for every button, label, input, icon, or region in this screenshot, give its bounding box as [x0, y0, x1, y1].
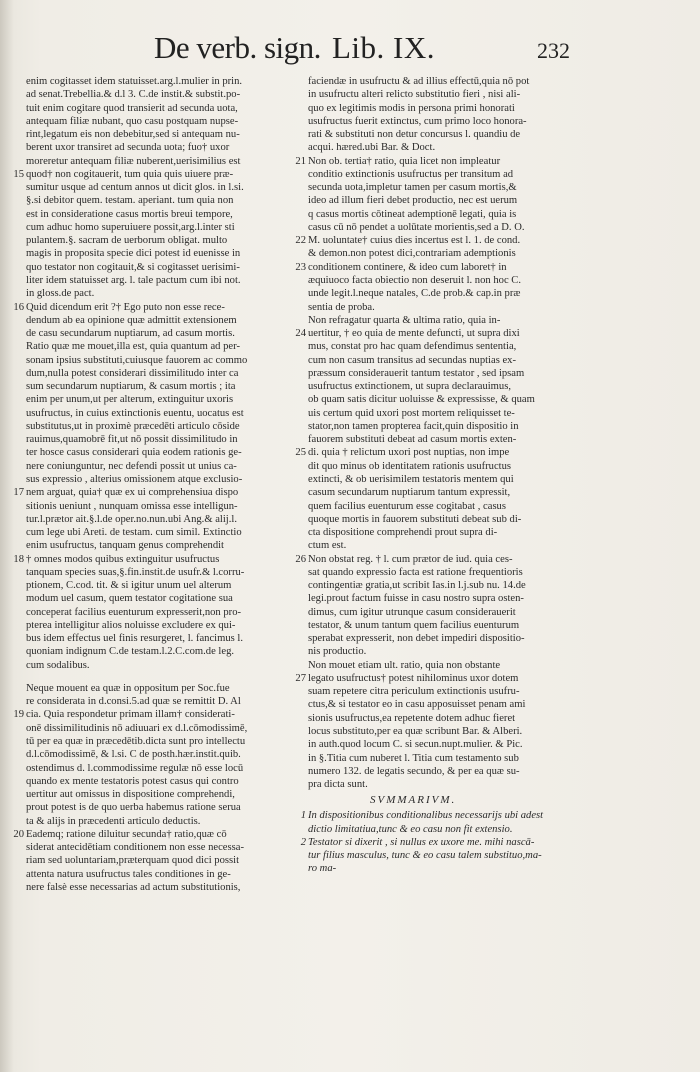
text-line [308, 380, 588, 393]
text-line [26, 407, 302, 420]
text-line [26, 141, 302, 154]
line-text: attenta natura usufructus tales conditiones in ge- [26, 868, 231, 880]
line-text: pra dicta sunt. [308, 779, 368, 791]
line-text: æquiuoco facta obiectio non deseruit l. non hoc C. [308, 274, 522, 286]
line-text: quo ex legitimis modis in persona primi honorati [308, 102, 515, 114]
line-text: nere coniunguntur, nec defendi possit ut unius ca- [26, 460, 237, 472]
text-line [26, 155, 302, 168]
line-text: tuit enim cogitare quod transierit ad secunda uota, [26, 102, 238, 114]
line-text: cum adhuc homo superuiuere possit,arg.l.inter sti [26, 221, 235, 233]
text-line [26, 695, 302, 708]
text-line [308, 738, 588, 751]
line-text: enim usufructus, tanquam genus comprehendit [26, 540, 224, 552]
text-line [295, 261, 588, 274]
line-text: & demon.non potest dici,contrariam ademptionis [308, 248, 516, 260]
line-text: M. uoluntate† cuius dies incertus est l. 1. de cond. [308, 235, 521, 247]
text-line [308, 473, 588, 486]
text-line [26, 327, 302, 340]
line-text: dictio limitatiua,tunc & eo casu non fit extensio. [308, 823, 513, 835]
line-text: numero 132. de legatis secundo, & per ea quæ su- [308, 765, 520, 777]
text-line [295, 553, 588, 566]
text-line [26, 735, 302, 748]
text-line [308, 340, 588, 353]
line-text: moreretur antequam filiæ nuberent,uerisimilius est [26, 155, 241, 167]
line-text: d.l.cōmodissimē, & l.si. C de posth.hær.instit.quib. [26, 749, 241, 761]
line-text: ob quam satis dicitur uoluisse & expressisse, & quam [308, 394, 535, 406]
text-line [308, 460, 588, 473]
line-text: mus, constat pro hac quam defendimus sententia, [308, 341, 517, 353]
right-text-column [295, 75, 588, 876]
line-text: in usufructu alteri relicto substitutio fieri , nisi ali- [308, 89, 521, 101]
line-text: ta & alijs in præcedenti articulo deductis. [26, 815, 201, 827]
text-line [26, 659, 302, 672]
text-line [26, 526, 302, 539]
text-line [308, 778, 588, 791]
line-text: pulantem.§. sacram de uerborum obligat. multo [26, 235, 228, 247]
line-text: casus cū nō pendet a uolūtate morientis,sed a D. O. [308, 221, 525, 233]
line-text: usufructus, in cuius extinctionis euentu, uocatus est [26, 407, 244, 419]
paragraph-gap [26, 672, 302, 682]
text-line [26, 500, 302, 513]
line-text: Non ob. tertia† ratio, quia licet non impleatur [308, 155, 501, 167]
line-text: conceperat facilius euenturum expresserit,non pro- [26, 606, 242, 618]
text-line [26, 841, 302, 854]
line-text: nis productio. [308, 646, 367, 658]
text-line [13, 486, 302, 499]
text-line [26, 775, 302, 788]
text-line [308, 526, 588, 539]
text-line [308, 181, 588, 194]
text-line [26, 868, 302, 881]
line-text: tur.l.prætor ait.§.l.de oper.no.nun.ubi Ang.& alij.l. [26, 513, 237, 525]
text-line [308, 314, 588, 327]
text-line [26, 420, 302, 433]
line-text: usufructus extinctionem, ut supra declarauimus, [308, 381, 511, 393]
margin-number: 27 [295, 672, 306, 684]
line-text: ideo ad illum fieri debet productio, nec est uerum [308, 195, 518, 207]
text-line [308, 208, 588, 221]
line-text: rauimus,quamobrē fit,ut nō possit dissimilitudo in [26, 434, 238, 446]
line-text: faciendæ in usufructu & ad illius effectū,quia nō pot [308, 76, 530, 87]
text-line [26, 579, 302, 592]
margin-number: 23 [295, 261, 306, 273]
text-line [26, 261, 302, 274]
line-text: unde legit.l.neque natales, C.de prob.& cap.in præ [308, 288, 521, 300]
line-text: cia. Quia respondetur primam illam† considerati- [26, 709, 235, 721]
margin-number: 25 [295, 447, 306, 459]
text-line [26, 801, 302, 814]
text-line [26, 393, 302, 406]
text-line [308, 168, 588, 181]
margin-number: 15 [13, 168, 24, 180]
line-text: Ratio quæ me mouet,illa est, quia quantum ad per- [26, 341, 240, 353]
line-text: riam sed uoluntariam,præterquam quod dici possit [26, 855, 240, 867]
text-line [308, 752, 588, 765]
line-text: de casu secundarum nuptiarum, ad casum mortis. [26, 328, 235, 340]
text-line [26, 102, 302, 115]
text-line [308, 566, 588, 579]
line-text: dum,nulla potest considerari dissimilitudo inter ca [26, 367, 239, 379]
text-line [26, 380, 302, 393]
text-line [308, 592, 588, 605]
line-text: legato usufructus† potest nihilominus uxor dotem [308, 672, 519, 684]
text-line [13, 168, 302, 181]
text-line [26, 788, 302, 801]
text-line [26, 748, 302, 761]
margin-number: 21 [295, 155, 306, 167]
line-text: dimus, cum igitur utrunque casum considerauerit [308, 606, 516, 618]
line-text: Neque mouent ea quæ in oppositum per Soc.fue [26, 682, 230, 694]
text-line [26, 881, 302, 894]
line-text: cum sodalibus. [26, 659, 90, 671]
text-line [308, 725, 588, 738]
line-text: est in consideratione casus mortis breui tempore, [26, 208, 233, 220]
text-line [295, 672, 588, 685]
line-text: enim cogitasset idem statuisset.arg.l.mulier in prin. [26, 76, 243, 87]
text-line [26, 815, 302, 828]
line-text: in gloss.de pact. [26, 288, 95, 300]
text-line [26, 854, 302, 867]
text-line [26, 762, 302, 775]
text-line [26, 115, 302, 128]
text-line [308, 115, 588, 128]
summary-items [300, 809, 588, 875]
margin-number: 17 [13, 487, 24, 499]
text-line [26, 433, 302, 446]
text-line [308, 128, 588, 141]
text-line [308, 539, 588, 552]
line-text: rati & substituti non detur concursus l. quandiu de [308, 129, 521, 141]
text-line [308, 765, 588, 778]
line-text: siderat antecidētiam conditionem non esse necessa- [26, 842, 244, 854]
line-text: Non refragatur quarta & ultima ratio, quia in- [308, 314, 501, 326]
line-text: quando ex mente testatoris potest casus qui contro [26, 775, 239, 787]
margin-number: 19 [13, 709, 24, 721]
line-text: uertitur, † eo quia de mente defuncti, ut supra dixi [308, 328, 520, 340]
line-text: quod† non cogitauerit, tum quia quis uiuere præ- [26, 168, 234, 180]
line-text: sitionis ueniunt , nunquam omissa esse intelligun- [26, 500, 238, 512]
text-line [308, 420, 588, 433]
text-line [308, 247, 588, 260]
line-text: sat quando expressio facta est ratione frequentioris [308, 566, 523, 578]
line-text: in auth.quod locum C. si secun.nupt.mulier. & Pic. [308, 739, 523, 751]
text-line [295, 155, 588, 168]
text-line [26, 75, 302, 88]
text-line [26, 446, 302, 459]
line-text: sionis usufructus,ea repetente dotem adhuc fieret [308, 712, 516, 724]
line-text: nem arguat, quia† quæ ex ui comprehensiua dispo [26, 487, 239, 499]
text-line [295, 446, 588, 459]
line-text: sumitur usque ad centum annos ut dicit glos. in l.si. [26, 182, 244, 194]
line-text: tanquam species suas,§.fin.instit.de usufr.& l.corru- [26, 566, 245, 578]
line-text: enim per unum,ut per alterum, extinguitur uxoris [26, 394, 234, 406]
text-line [26, 592, 302, 605]
line-text: quoque mortis in fauorem substituti debeat sub di- [308, 513, 522, 525]
text-line [308, 486, 588, 499]
line-text: Eademq; ratione diluitur secunda† ratio,quæ cō [26, 828, 227, 840]
line-text: antequam filiæ nubant, quo casu postquam nupse- [26, 115, 239, 127]
text-line [308, 367, 588, 380]
line-text: usufructus fuerit extinctus, cum primo loco honora- [308, 115, 527, 127]
text-line [295, 327, 588, 340]
text-line [308, 862, 588, 875]
line-text: quo testator non cogitauit,& si cogitasset uerisimi- [26, 261, 240, 273]
text-line [26, 314, 302, 327]
text-line [308, 433, 588, 446]
text-line [26, 354, 302, 367]
line-text: Testator si dixerit , si nullus ex uxore me. mihi nascā- [308, 836, 535, 848]
line-text: secunda uota,impletur tamen per casum mortis,& [308, 182, 517, 194]
line-text: quem facilius euenturum esse cogitabat , casus [308, 500, 506, 512]
line-text: prout potest is de quo uerba habemus ratione serua [26, 802, 241, 814]
text-line [308, 659, 588, 672]
line-text: in §.Titia cum nuberet l. Titia cum testamento sub [308, 752, 519, 764]
text-line [26, 473, 302, 486]
running-title-left: De verb. sign. [154, 30, 321, 65]
line-text: pterea intelligitur alios noluisse excludere ex qui- [26, 619, 236, 631]
line-text: rint,legatum eis non debebitur,sed si antequam nu- [26, 129, 240, 141]
line-text: † omnes modos quibus extinguitur usufructus [26, 553, 220, 565]
line-text: stator,non tamen propterea facit,quin dispositio in [308, 420, 519, 432]
line-text: Quid dicendum erit ?† Ego puto non esse rece- [26, 301, 225, 313]
text-line [26, 606, 302, 619]
text-line [308, 685, 588, 698]
line-text: sonam ipsius substituti,cuiusque fauorem ac commo [26, 354, 248, 366]
line-text: di. quia † relictum uxori post nuptias, non impe [308, 447, 510, 459]
text-line [26, 88, 302, 101]
line-text: q casus mortis cōtineat ademptionē legati, quia is [308, 208, 517, 220]
text-line [26, 632, 302, 645]
text-line [308, 712, 588, 725]
text-line [308, 849, 588, 862]
line-text: quoniam indignum C.de testam.l.2.C.com.de leg. [26, 646, 235, 658]
text-line [26, 247, 302, 260]
line-text: onē dissimilitudinis nō adiuuari ex d.l.cōmodissimē, [26, 722, 248, 734]
text-line [308, 619, 588, 632]
text-line [26, 128, 302, 141]
line-text: locus substituto,per ea quæ scribunt Bar. & Alberi. [308, 726, 523, 738]
margin-number: 24 [295, 328, 306, 340]
line-text: suam repetere citra periculum extinctionis usufru- [308, 686, 520, 698]
line-text: ter hosce casus considerari quia eodem rationis ge- [26, 447, 242, 459]
line-text: Non obstat reg. † l. cum prætor de iud. quia ces- [308, 553, 513, 565]
text-line [308, 75, 588, 88]
text-line [26, 619, 302, 632]
text-line [13, 828, 302, 841]
text-line [300, 836, 588, 849]
text-line [300, 809, 588, 822]
gutter-shadow [0, 0, 14, 1072]
margin-number: 2 [300, 836, 306, 848]
text-line [26, 513, 302, 526]
margin-number: 22 [295, 235, 306, 247]
text-line [26, 340, 302, 353]
text-line [308, 102, 588, 115]
text-line [308, 500, 588, 513]
line-text: præssum considerauerit tantum testator , sed ipsam [308, 367, 525, 379]
line-text: acqui. hæred.ubi Bar. & Doct. [308, 142, 436, 154]
line-text: re considerata in d.consi.5.ad quæ se remittit D. Al [26, 696, 241, 708]
line-text: sperabat expresserit, non debet impediri dispositio- [308, 633, 525, 645]
line-text: uis certum quid uxori post mortem reliquisset te- [308, 407, 515, 419]
line-text: fauorem substituti debeat ad casum mortis exten- [308, 434, 517, 446]
line-text: substitutus,ut in proximè præcedēti articulo cōside [26, 420, 240, 432]
line-text: ostendimus d. l.commodissime regulæ nō esse locū [26, 762, 244, 774]
line-text: extincti, & ob uerisimilem testatoris mentem qui [308, 473, 514, 485]
line-text: berent uxor transiret ad secunda uota; fuo† uxor [26, 142, 230, 154]
margin-number: 26 [295, 553, 306, 565]
text-line [308, 393, 588, 406]
line-text: bus idem effectus uel finis resurgeret, l. fancimus l. [26, 633, 244, 645]
left-text-column [13, 75, 302, 894]
text-line [13, 708, 302, 721]
text-line [308, 407, 588, 420]
text-line [26, 539, 302, 552]
margin-number: 18 [13, 553, 24, 565]
line-text: casum secundarum nuptiarum tantum expressit, [308, 487, 511, 499]
text-line [308, 194, 588, 207]
text-line [308, 698, 588, 711]
line-text: testator, & unum tantum quem facilius euenturum [308, 619, 520, 631]
text-line [26, 682, 302, 695]
text-line [26, 274, 302, 287]
page-number: 232 [537, 38, 570, 63]
text-line [308, 632, 588, 645]
text-line [26, 722, 302, 735]
text-line [308, 287, 588, 300]
text-line [26, 460, 302, 473]
text-line [308, 645, 588, 658]
text-line [26, 234, 302, 247]
line-text: ctum est. [308, 540, 347, 552]
line-text: tū per ea quæ in præcedētib.dicta sunt pro intellectu [26, 736, 246, 748]
line-text: uertitur aut omissus in dispositione comprehendi, [26, 789, 235, 801]
line-text: ctus,& si testator eo in casu apposuisset penam ami [308, 699, 526, 711]
text-line [308, 823, 588, 836]
line-text: dendum ab ea opinione quæ admittit extensionem [26, 314, 237, 326]
text-line [26, 287, 302, 300]
line-text: §.si debitor quem. testam. aperiant. tum quia non [26, 195, 234, 207]
line-text: magis in proposita specie dici potest id euenisse in [26, 248, 241, 260]
summary-title: SVMMARIVM. [370, 794, 457, 807]
line-text: liter idem statuisset arg. l. tale pactum cum ibi not. [26, 274, 241, 286]
line-text: legi.prout factum fuisse in casu nostro supra osten- [308, 593, 524, 605]
line-text: sum secundarum nuptiarum, & casum mortis ; ita [26, 381, 236, 393]
text-line [26, 645, 302, 658]
line-text: sentia de proba. [308, 301, 375, 313]
margin-number: 16 [13, 301, 24, 313]
line-text: In dispositionibus conditionalibus necessarijs ubi adest [308, 810, 544, 822]
text-line [13, 553, 302, 566]
text-line [308, 88, 588, 101]
line-text: cum non casum transitus ad secundas nuptias ex- [308, 354, 517, 366]
running-title-right: Lib. IX. [332, 30, 436, 65]
text-line [295, 234, 588, 247]
line-text: modum uel casum, quem testator cogitatione sua [26, 593, 233, 605]
line-text: tur filius masculus, tunc & eo casu talem substituo,ma- [308, 850, 542, 862]
summary-block [300, 791, 588, 875]
line-text: sus expressio , alterius omissionem atque exclusio- [26, 473, 243, 485]
text-line [308, 301, 588, 314]
line-text: conditio extinctionis usufructus per transitum ad [308, 168, 514, 180]
text-line [308, 606, 588, 619]
text-line [26, 566, 302, 579]
text-line [26, 208, 302, 221]
line-text: cum lege ubi Areti. de testam. cum simil. Extinctio [26, 527, 242, 539]
text-line [308, 513, 588, 526]
margin-number: 1 [300, 810, 306, 822]
line-text: ad senat.Trebellia.& d.l 3. C.de instit.& substit.po- [26, 89, 241, 101]
line-text: Non mouet etiam ult. ratio, quia non obstante [308, 659, 501, 671]
text-line [26, 181, 302, 194]
text-line [308, 221, 588, 234]
line-text: ro ma- [308, 863, 337, 875]
line-text: nere falsè esse necessarias ad actum substitutionis, [26, 881, 241, 893]
text-line [13, 301, 302, 314]
line-text: cta dispositione comprehendi prout supra di- [308, 527, 498, 539]
text-line [308, 579, 588, 592]
text-line [308, 274, 588, 287]
text-line [26, 221, 302, 234]
text-line [308, 354, 588, 367]
text-line [308, 141, 588, 154]
right-column-body [295, 75, 588, 791]
text-line [26, 194, 302, 207]
line-text: conditionem continere, & ideo cum laboret† in [308, 261, 507, 273]
text-line [26, 367, 302, 380]
page-header [0, 26, 700, 72]
line-text: dit quo minus ob identitatem rationis usufructus [308, 460, 512, 472]
margin-number: 20 [13, 828, 24, 840]
line-text: ptionem, C.cod. tit. & si igitur unum uel alterum [26, 580, 232, 592]
line-text: contingentiæ gratia,ut scribit Ias.in l.j.sub nu. 14.de [308, 580, 526, 592]
